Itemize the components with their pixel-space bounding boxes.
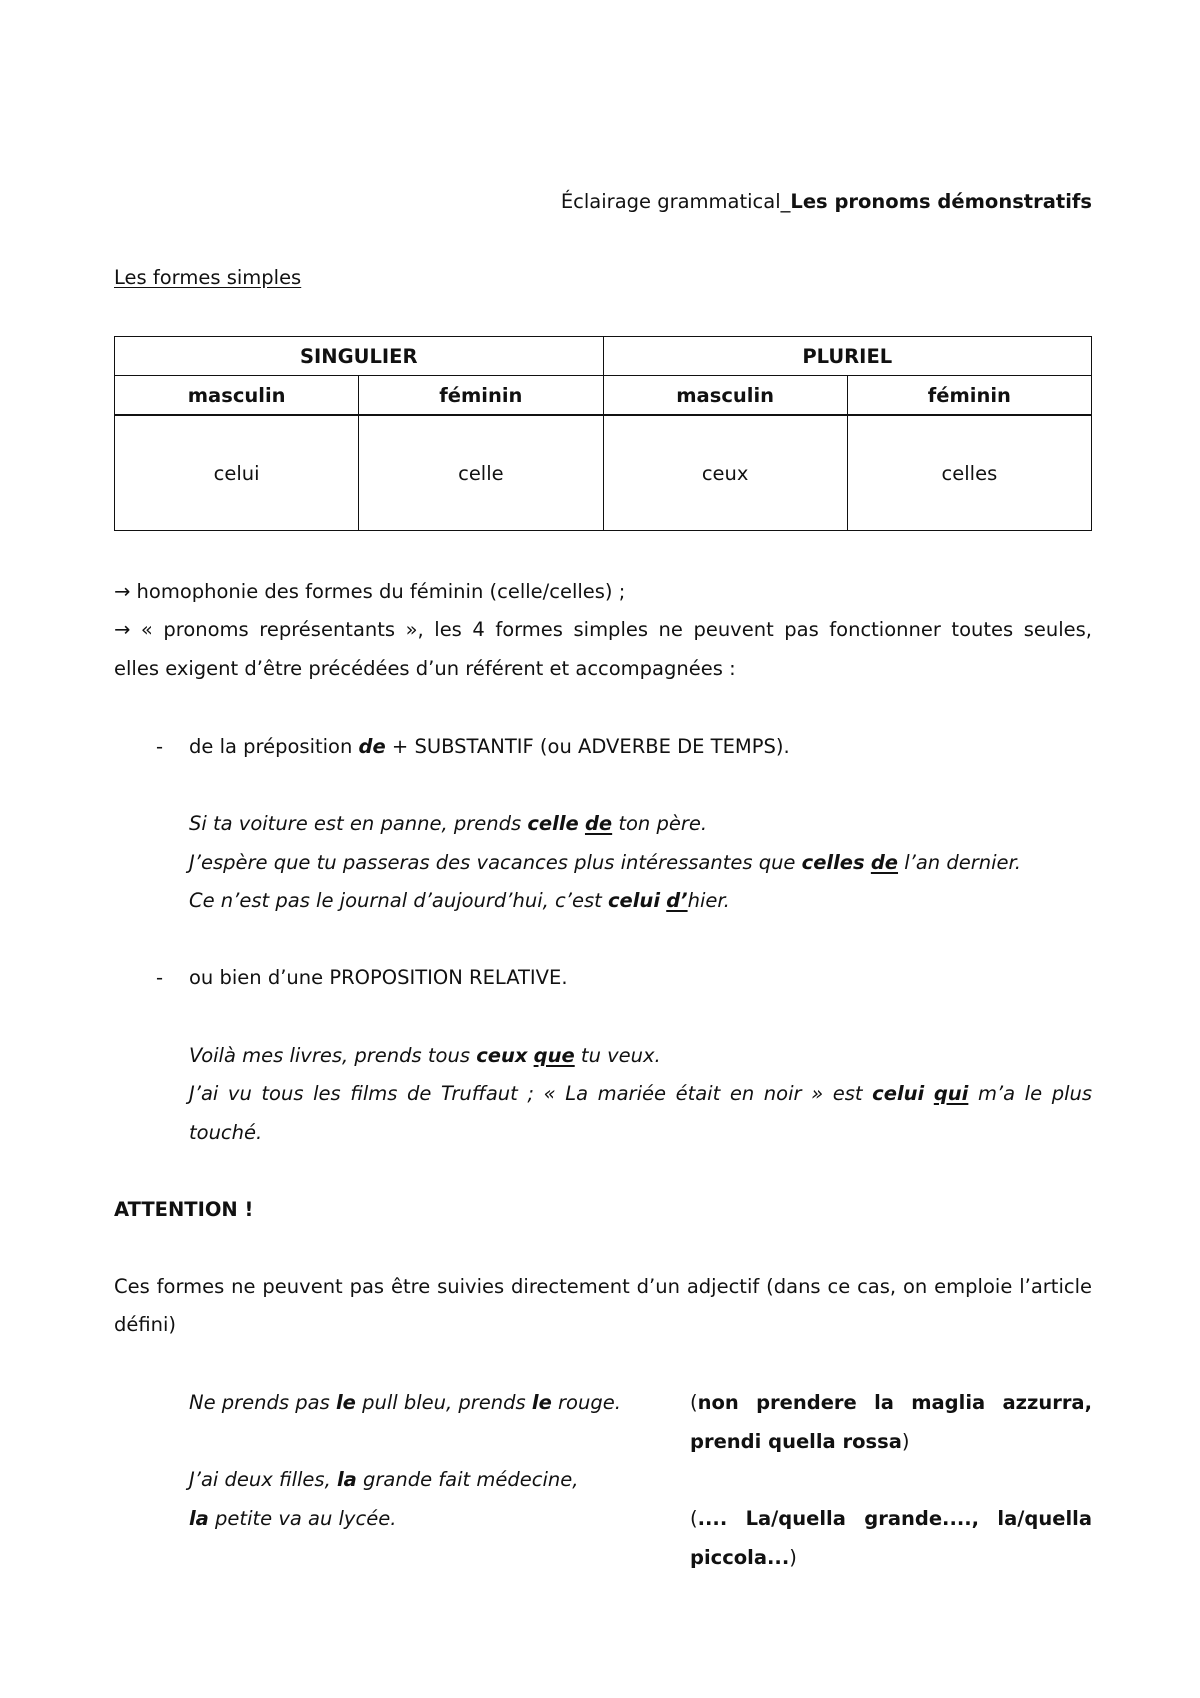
arrow-icon: → — [114, 618, 131, 641]
translation-line: prendi quella rossa) — [690, 1430, 910, 1453]
adjective-example: J’ai deux filles, la grande fait médecine, — [189, 1468, 579, 1491]
relative-pronoun: que — [533, 1044, 575, 1067]
header-title: Les pronoms démonstratifs — [790, 190, 1092, 213]
bullet-item: ou bien d’une PROPOSITION RELATIVE. — [189, 966, 568, 989]
note-representatives — [114, 618, 1092, 641]
pronoun: celui — [607, 889, 661, 912]
table-subheader: féminin — [847, 376, 1091, 416]
pronoun: celle — [527, 812, 579, 835]
table-row — [115, 415, 1092, 531]
article: la — [336, 1468, 357, 1491]
table-cell: celui — [115, 415, 359, 531]
section-title — [114, 266, 301, 289]
table-cell: celles — [847, 415, 1091, 531]
table-subheader: féminin — [359, 376, 603, 416]
note-homophony — [114, 580, 625, 603]
example-line: Ce n’est pas le journal d’aujourd’hui, c’est celui d’hier. — [189, 889, 730, 912]
example-line: J’espère que tu passeras des vacances plus intéressantes que celles de l’an dernier. — [189, 851, 1021, 874]
note-text: « pronoms représentants », les 4 formes simples ne peuvent pas fonctionner toutes seules, — [140, 618, 1092, 641]
table-subheader: masculin — [603, 376, 847, 416]
bullet-dash: - — [156, 735, 164, 758]
example-line: Voilà mes livres, prends tous ceux que tu veux. — [189, 1044, 661, 1067]
section-title-text: Les formes simples — [114, 266, 302, 289]
table-cell: celle — [359, 415, 603, 531]
article: le — [335, 1391, 356, 1414]
table-row — [115, 376, 1092, 416]
table-group-header: PLURIEL — [603, 337, 1092, 376]
arrow-icon: → — [114, 580, 131, 603]
header-prefix: Éclairage grammatical_ — [560, 190, 791, 213]
attention-title: ATTENTION ! — [114, 1198, 254, 1221]
demonstrative-pronouns-table — [114, 336, 1092, 531]
note-representatives-cont — [114, 657, 736, 680]
adjective-example: la petite va au lycée. — [189, 1507, 397, 1530]
attention-text-cont: défini) — [114, 1313, 177, 1336]
note-text: homophonie des formes du féminin (celle/celles) ; — [136, 580, 626, 603]
preposition: de — [584, 812, 613, 835]
translation-line: (non prendere la maglia azzurra, — [690, 1391, 1092, 1414]
pronoun: celui — [872, 1082, 925, 1105]
article: le — [531, 1391, 552, 1414]
adjective-example: Ne prends pas le pull bleu, prends le rouge. — [189, 1391, 621, 1414]
translation-line: piccola...) — [690, 1546, 797, 1569]
example-line: touché. — [189, 1121, 263, 1144]
example-line: Si ta voiture est en panne, prends celle de ton père. — [189, 812, 708, 835]
article: la — [189, 1507, 209, 1530]
table-cell: ceux — [603, 415, 847, 531]
table-row — [115, 337, 1092, 376]
note-text: elles exigent d’être précédées d’un référent et accompagnées : — [114, 657, 736, 680]
example-line: J’ai vu tous les films de Truffaut ; « La mariée était en noir » est celui qui m’a le plus — [189, 1082, 1093, 1105]
pronoun: ceux — [476, 1044, 528, 1067]
keyword-de: de — [358, 735, 386, 758]
table-group-header: SINGULIER — [115, 337, 604, 376]
bullet-dash: - — [156, 966, 164, 989]
table-subheader: masculin — [115, 376, 359, 416]
bullet-item: de la préposition de + SUBSTANTIF (ou ADVERBE DE TEMPS). — [189, 735, 790, 758]
document-header — [561, 190, 1092, 213]
attention-text: Ces formes ne peuvent pas être suivies directement d’un adjectif (dans ce cas, on emploie l’article — [114, 1275, 1092, 1298]
translation-line: (.... La/quella grande...., la/quella — [690, 1507, 1092, 1530]
preposition: de — [870, 851, 899, 874]
preposition: d’ — [666, 889, 688, 912]
pronoun: celles — [801, 851, 865, 874]
relative-pronoun: qui — [933, 1082, 969, 1105]
